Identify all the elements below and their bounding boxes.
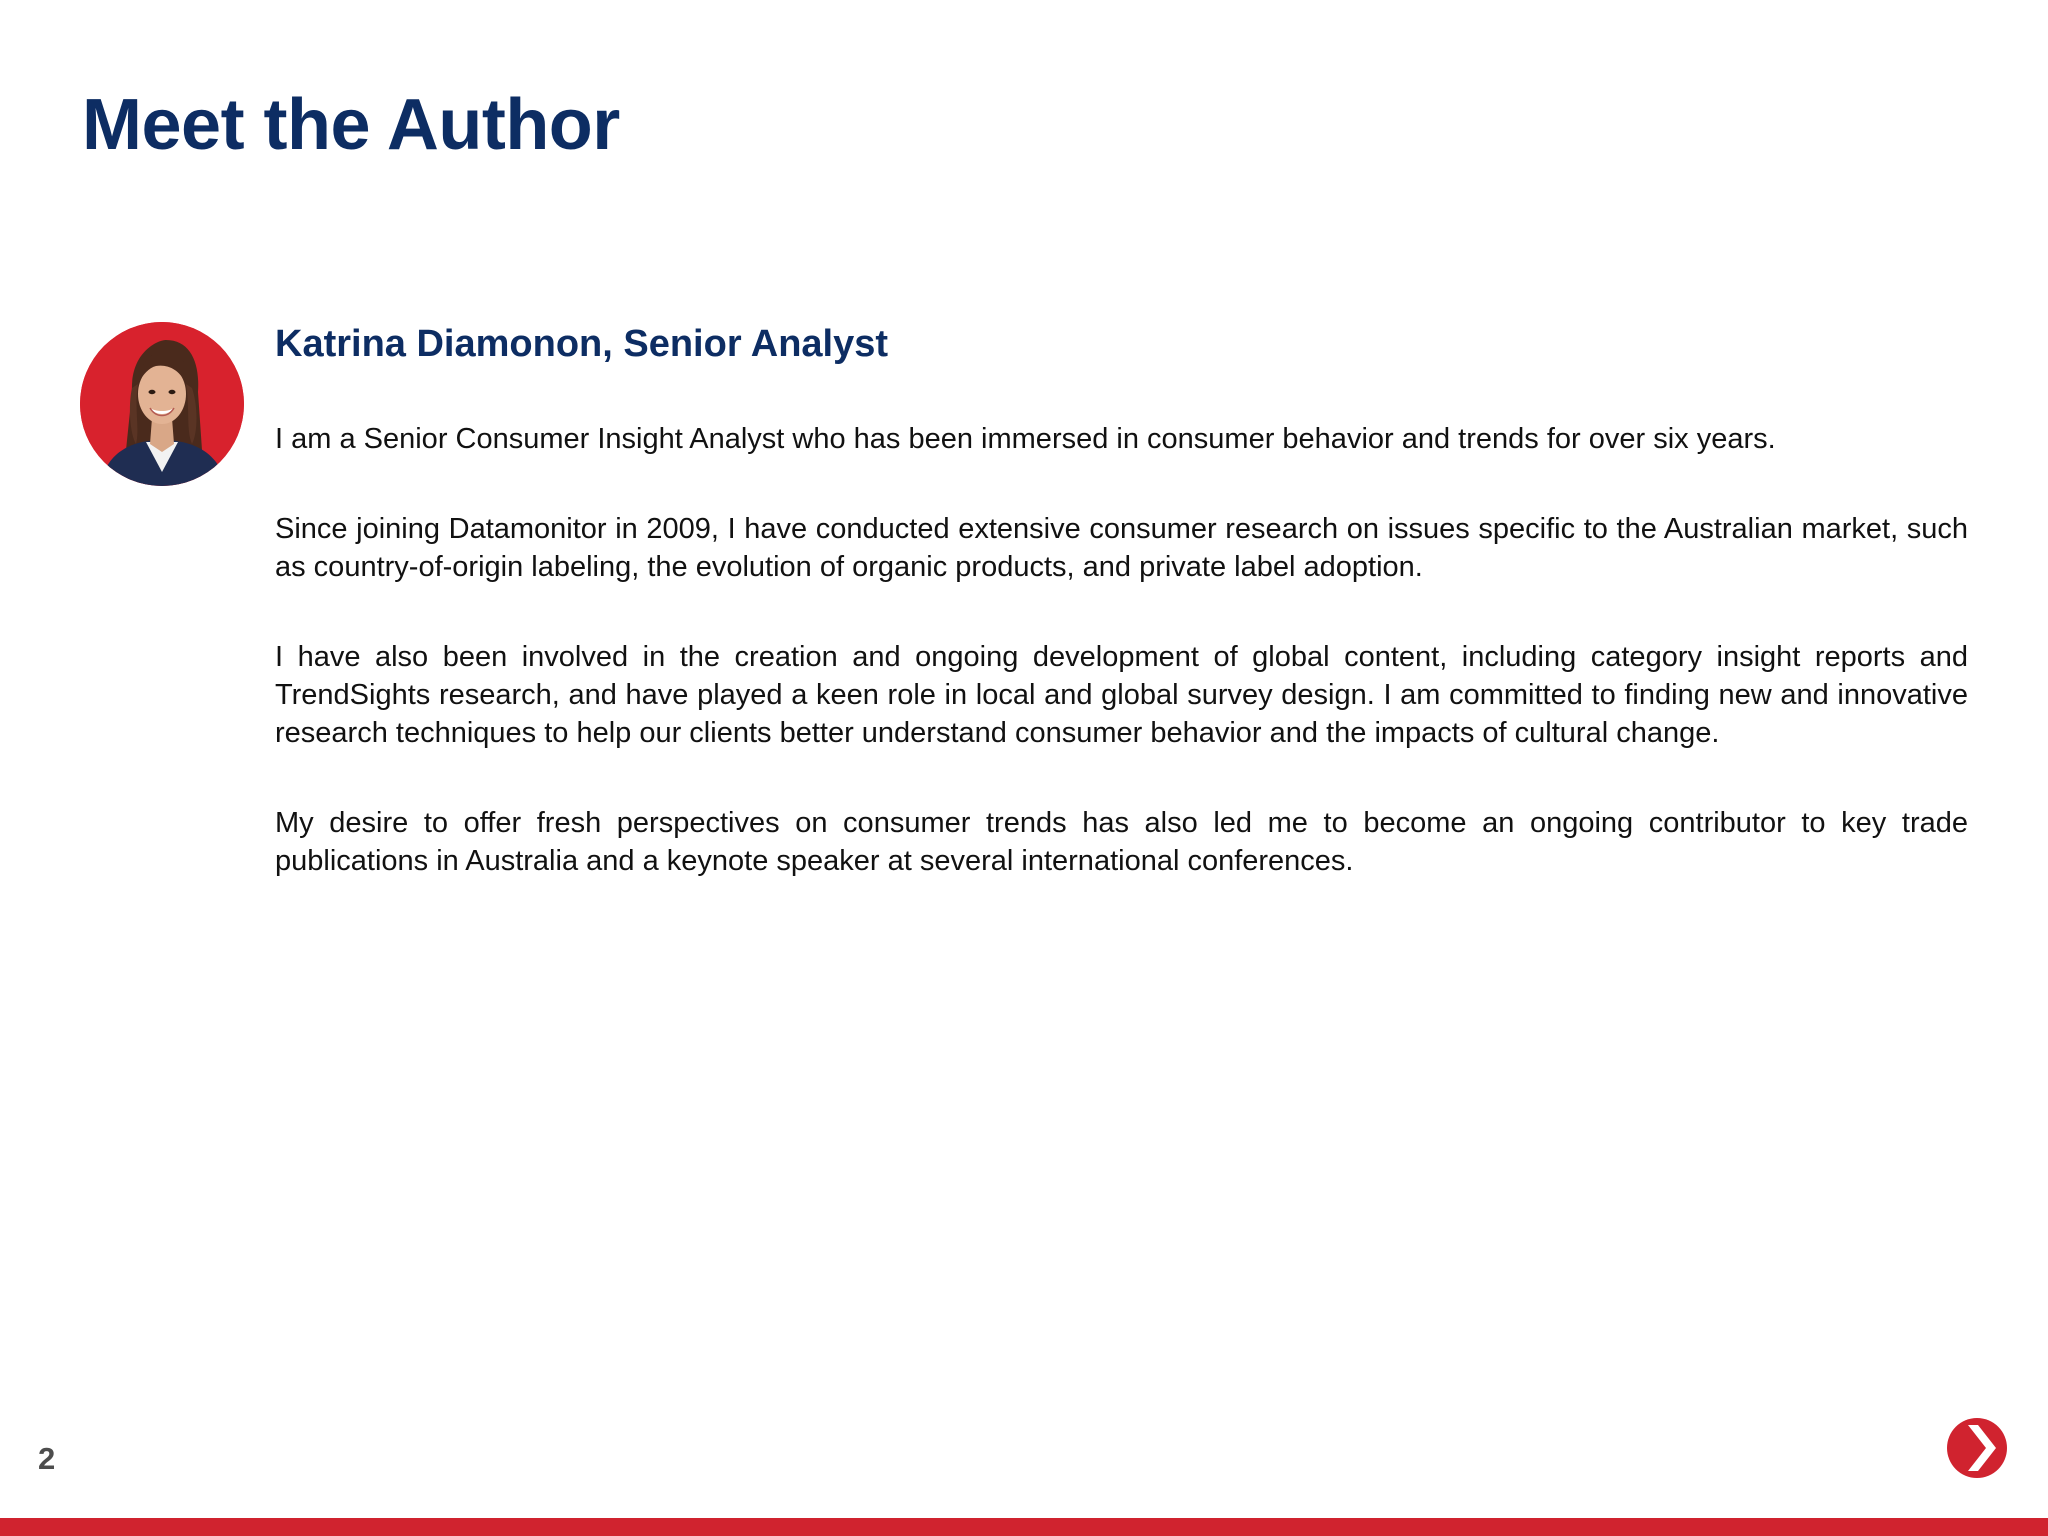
bio-paragraph-3: I have also been involved in the creation and ongoing development of global content, including category insight reports and TrendSights research, and have played a keen role in local and global survey design. I am committed to finding new and innovative research techniques to help our clients better understand consumer behavior and the impacts of cultural change. (275, 641, 1968, 749)
page-number: 2 (38, 1441, 56, 1476)
brand-logo-icon (1946, 1417, 2008, 1479)
bio-paragraph-2: Since joining Datamonitor in 2009, I have conducted extensive consumer research on issues specific to the Australian market, such as country-of-origin labeling, the evolution of organic products, and private label adoption. (275, 513, 1968, 583)
bio-paragraph-4: My desire to offer fresh perspectives on consumer trends has also led me to become an ongoing contributor to key trade publications in Australia and a keynote speaker at several international conferences. (275, 807, 1968, 877)
author-name-title: Katrina Diamonon, Senior Analyst (275, 323, 889, 365)
author-avatar (80, 322, 244, 486)
bottom-accent-bar (0, 1518, 2048, 1536)
page-title: Meet the Author (82, 85, 620, 165)
bio-paragraph-1: I am a Senior Consumer Insight Analyst who has been immersed in consumer behavior and trends for over six years. (275, 423, 1776, 455)
author-bio (275, 420, 1968, 932)
